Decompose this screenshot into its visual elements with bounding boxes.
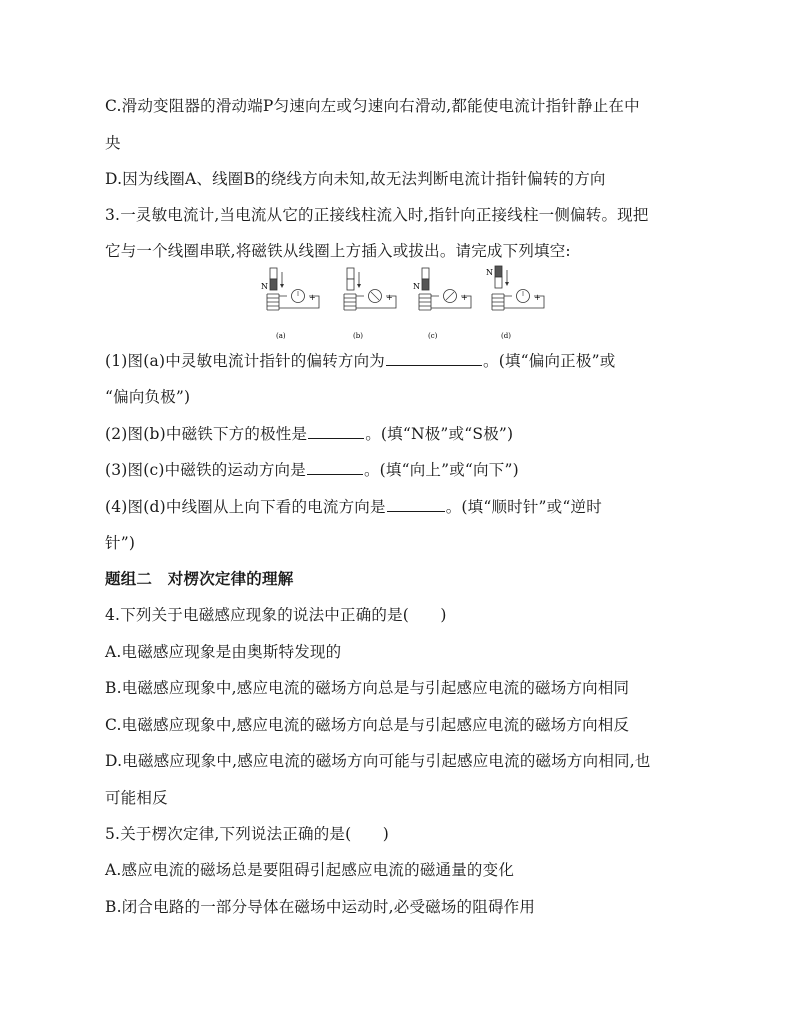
q5-option-a: A.感应电流的磁场总是要阻碍引起感应电流的磁通量的变化 xyxy=(105,861,515,879)
coil-a xyxy=(267,294,279,310)
q3-sub2 xyxy=(105,424,513,444)
caption-a: (a) xyxy=(276,332,286,340)
magnet-c-bottom xyxy=(422,279,429,290)
caption-b: (b) xyxy=(353,332,363,340)
q3-sub4-prefix: (4)图(d)中线圈从上向下看的电流方向是 xyxy=(105,498,386,516)
q4-option-d-line2: 可能相反 xyxy=(105,789,168,807)
magnet-a-top xyxy=(270,268,277,279)
q3-sub1-line2: “偏向负极”) xyxy=(105,388,191,406)
q3-stem-line1: 3.一灵敏电流计,当电流从它的正接线柱流入时,指针向正接线柱一侧偏转。现把 xyxy=(105,206,649,224)
q3-sub2-prefix: (2)图(b)中磁铁下方的极性是 xyxy=(105,425,308,443)
magnet-a-label: N xyxy=(261,282,268,291)
q3-sub4-suffix: 。(填“顺时针”或“逆时 xyxy=(445,498,602,516)
diagram-c xyxy=(413,268,471,340)
coil-c xyxy=(419,294,431,310)
plus-c: + xyxy=(461,293,468,302)
diagram-a xyxy=(261,268,319,340)
magnet-c-top xyxy=(422,268,429,279)
magnet-d-label: N xyxy=(486,268,493,277)
diagram-b xyxy=(344,268,396,340)
q3-sub3 xyxy=(105,460,519,480)
q3-sub1-suffix: 。(填“偏向正极”或 xyxy=(483,352,616,370)
q2-option-c-line2: 央 xyxy=(105,134,121,152)
plus-b: + xyxy=(386,293,393,302)
q4-option-b: B.电磁感应现象中,感应电流的磁场方向总是与引起感应电流的磁场方向相同 xyxy=(105,679,630,697)
q3-figure xyxy=(258,262,548,344)
q3-sub3-suffix: 。(填“向上”或“向下”) xyxy=(363,461,519,479)
q3-sub2-suffix: 。(填“N极”或“S极”) xyxy=(365,425,514,443)
plus-d: + xyxy=(534,293,541,302)
magnet-d-bottom xyxy=(495,277,502,288)
q5-option-b: B.闭合电路的一部分导体在磁场中运动时,必受磁场的阻碍作用 xyxy=(105,898,536,916)
q2-option-c-line1: C.滑动变阻器的滑动端P匀速向左或匀速向右滑动,都能使电流计指针静止在中 xyxy=(105,97,640,115)
coil-d xyxy=(492,294,504,310)
diagram-d xyxy=(486,266,544,340)
caption-c: (c) xyxy=(428,332,438,340)
magnet-a-bottom xyxy=(270,279,277,290)
q3-sub3-prefix: (3)图(c)中磁铁的运动方向是 xyxy=(105,461,306,479)
magnet-c-label: N xyxy=(413,282,420,291)
q4-option-d-line1: D.电磁感应现象中,感应电流的磁场方向可能与引起感应电流的磁场方向相同,也 xyxy=(105,752,651,770)
q2-option-d: D.因为线圈A、线圈B的绕线方向未知,故无法判断电流计指针偏转的方向 xyxy=(105,170,606,188)
plus-a: + xyxy=(309,293,316,302)
q3-sub4-line2: 针”) xyxy=(105,534,136,552)
magnet-b-bottom xyxy=(347,279,354,290)
q5-stem: 5.关于楞次定律,下列说法正确的是( ) xyxy=(105,825,390,843)
q3-sub2-blank[interactable] xyxy=(308,424,364,439)
magnet-b-top xyxy=(347,268,354,279)
q3-sub1-blank[interactable] xyxy=(386,351,482,366)
q3-sub3-blank[interactable] xyxy=(307,460,363,475)
section-title: 题组二 对楞次定律的理解 xyxy=(105,570,294,588)
q4-option-c: C.电磁感应现象中,感应电流的磁场方向总是与引起感应电流的磁场方向相反 xyxy=(105,716,630,734)
caption-d: (d) xyxy=(501,332,511,340)
q3-sub1 xyxy=(105,351,615,371)
q3-sub4-blank[interactable] xyxy=(387,497,445,512)
coil-b xyxy=(344,294,356,310)
q4-option-a: A.电磁感应现象是由奥斯特发现的 xyxy=(105,643,342,661)
q3-stem-line2: 它与一个线圈串联,将磁铁从线圈上方插入或拔出。请完成下列填空: xyxy=(105,242,571,260)
magnet-d-top xyxy=(495,266,502,277)
q3-sub4 xyxy=(105,497,602,517)
q3-sub1-prefix: (1)图(a)中灵敏电流计指针的偏转方向为 xyxy=(105,352,385,370)
q4-stem: 4.下列关于电磁感应现象的说法中正确的是( ) xyxy=(105,606,447,624)
